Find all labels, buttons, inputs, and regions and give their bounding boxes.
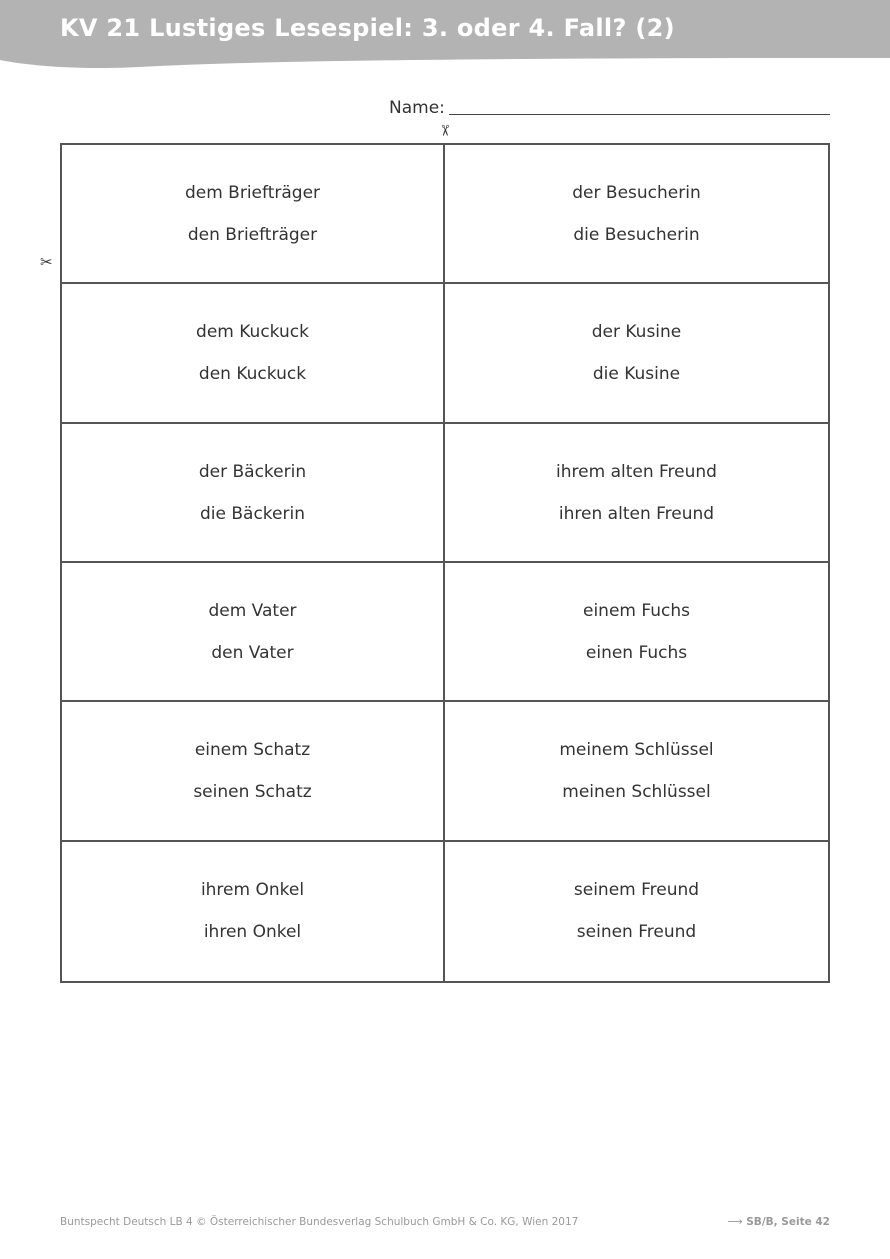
card-dative: dem Briefträger: [184, 183, 321, 203]
card-accusative: ihren alten Freund: [558, 503, 715, 524]
card-dative: dem Kuckuck: [196, 322, 309, 343]
card: [62, 284, 445, 423]
card-dative: der Besucherin: [572, 183, 701, 203]
card-dative: ihrem alten Freund: [556, 461, 717, 482]
footer-copyright: Buntspecht Deutsch LB 4 © Österreichischer Bundesverlag Schulbuch GmbH & Co. KG, Wien 2017: [60, 1216, 579, 1228]
card-accusative: ihren Onkel: [203, 921, 302, 942]
card-dative: seinem Freund: [573, 879, 700, 900]
card: [445, 563, 828, 702]
card: [445, 424, 828, 563]
card: [62, 842, 445, 981]
scissors-icon: ✂: [435, 124, 454, 137]
card-accusative: einen Fuchs: [585, 642, 688, 663]
card: [62, 424, 445, 563]
card-accusative: den Briefträger: [187, 225, 318, 245]
card-dative: dem Vater: [208, 600, 297, 621]
card-dative: der Bäckerin: [198, 461, 307, 482]
name-field: [389, 98, 831, 120]
arrow-right-icon: ⟶: [727, 1216, 743, 1228]
scissors-icon: ✂: [40, 253, 53, 271]
name-label: Name:: [389, 98, 445, 118]
card: [445, 145, 828, 284]
page-title: KV 21 Lustiges Lesespiel: 3. oder 4. Fall? (2): [60, 14, 675, 42]
card-dative: einem Schatz: [194, 740, 311, 761]
card-accusative: den Kuckuck: [198, 364, 307, 385]
card: [445, 842, 828, 981]
card-grid: [60, 143, 830, 983]
footer-reference-label: SB/B, Seite 42: [746, 1216, 830, 1228]
card: [62, 145, 445, 284]
card-accusative: meinen Schlüssel: [562, 782, 711, 803]
card-dative: ihrem Onkel: [200, 879, 305, 900]
card: [445, 702, 828, 841]
card-accusative: die Kusine: [592, 364, 681, 385]
card-accusative: den Vater: [211, 642, 294, 663]
footer-reference: [728, 1216, 830, 1228]
card-accusative: die Besucherin: [573, 225, 700, 245]
page-header: [0, 0, 890, 72]
card: [62, 563, 445, 702]
card-dative: einem Fuchs: [583, 600, 690, 621]
card: [62, 702, 445, 841]
card-accusative: seinen Freund: [576, 921, 697, 942]
card: [445, 284, 828, 423]
card-dative: meinem Schlüssel: [559, 740, 714, 761]
card-accusative: seinen Schatz: [193, 782, 312, 803]
name-input-line[interactable]: [449, 114, 830, 115]
card-dative: der Kusine: [591, 322, 682, 343]
card-accusative: die Bäckerin: [200, 503, 305, 524]
